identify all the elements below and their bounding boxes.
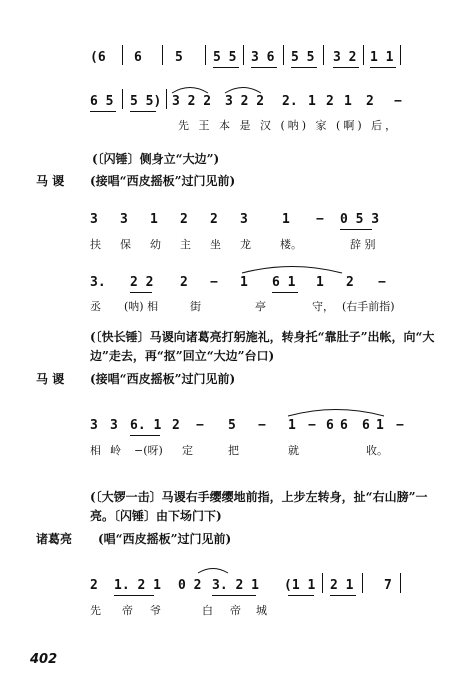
note-group: 3 6 <box>251 50 275 65</box>
note: − <box>394 94 402 109</box>
note: 2 <box>90 578 98 593</box>
underline <box>130 111 156 112</box>
slur <box>196 564 230 574</box>
stage-direction: (〔大锣一击〕马谡右手缨缨地前指，上步左转身，扯“右山膀”一亮。〔闪锤〕由下场门下) <box>90 490 428 523</box>
note: 3 <box>90 418 98 433</box>
note: 2 <box>346 275 354 290</box>
barline <box>166 89 167 109</box>
barline <box>363 45 364 65</box>
note-group: 0 5 3 <box>340 212 380 227</box>
underline <box>370 67 396 68</box>
note: 1 <box>150 212 158 227</box>
lyric: 定 <box>182 444 193 457</box>
note: 1 <box>288 418 296 433</box>
underline <box>272 292 298 293</box>
underline <box>212 595 256 596</box>
note: 2 <box>180 275 188 290</box>
underline <box>291 67 317 68</box>
barline <box>205 45 206 65</box>
note: − <box>308 418 316 433</box>
lyric: 相 <box>90 444 101 457</box>
barline <box>322 573 323 593</box>
lyric: 主 <box>180 238 191 251</box>
note: 2 <box>326 94 334 109</box>
lyric: (呐) 相 <box>124 300 159 313</box>
underline <box>213 67 239 68</box>
note-group: 2 1 <box>330 578 354 593</box>
note: 1 <box>282 212 290 227</box>
slur <box>170 82 210 94</box>
note: 1 <box>376 418 384 433</box>
barline <box>323 45 324 65</box>
note: 3 <box>110 418 118 433</box>
singing-direction: (接唱“西皮摇板”过门见前) <box>90 174 236 188</box>
note-group: 5 5 <box>213 50 237 65</box>
barline <box>283 45 284 65</box>
note: 2 <box>180 212 188 227</box>
note-group: 1 1 <box>370 50 394 65</box>
singing-direction: (唱“西皮摇板”过门见前) <box>98 532 232 546</box>
barline <box>400 573 401 593</box>
lyric: 丞 <box>90 300 101 313</box>
lyric: 白 <box>202 604 213 617</box>
lyric: 守， <box>312 300 334 313</box>
note: − <box>210 275 218 290</box>
barline <box>122 89 123 109</box>
note: 2 <box>366 94 374 109</box>
note: − <box>258 418 266 433</box>
note-group: (1 1 <box>284 578 316 593</box>
stage-direction: (〔快长锤〕马谡向诸葛亮打躬施礼，转身托“靠肚子”出帐，向“大边”走去，再“抠”回立“大边”台口) <box>90 330 435 363</box>
note: 1 <box>316 275 324 290</box>
note: 3. <box>90 275 106 290</box>
lyric: 收。 <box>366 444 388 457</box>
note: 3 <box>240 212 248 227</box>
note-group: 6 1 <box>272 275 296 290</box>
note: 6 <box>362 418 370 433</box>
note-group: 3. 2 1 <box>212 578 259 593</box>
note: 5 <box>228 418 236 433</box>
slur <box>240 262 344 274</box>
note-group: 5 5 <box>291 50 315 65</box>
note-group: 6. 1 <box>130 418 162 433</box>
underline <box>340 229 372 230</box>
note: 2. <box>282 94 298 109</box>
underline <box>251 67 277 68</box>
note: 6 <box>340 418 348 433</box>
note-group: 0 2 <box>178 578 202 593</box>
note-group: 5 <box>175 50 183 65</box>
stage-direction: (〔闪锤〕侧身立“大边”) <box>92 152 220 166</box>
underline <box>333 67 359 68</box>
lyric: 坐 <box>210 238 221 251</box>
barline <box>122 45 123 65</box>
note: 1 <box>344 94 352 109</box>
barline <box>243 45 244 65</box>
note-group: (6 <box>90 50 106 65</box>
lyric: 先 <box>90 604 101 617</box>
lyric: 龙 <box>240 238 251 251</box>
lyric: 帝 <box>230 604 241 617</box>
role-name: 马 谡 <box>36 372 65 386</box>
note: 1 <box>240 275 248 290</box>
note: − <box>196 418 204 433</box>
lyric: 把 <box>228 444 239 457</box>
barline <box>400 45 401 65</box>
underline <box>130 435 160 436</box>
lyric: 城 <box>256 604 267 617</box>
note: − <box>396 418 404 433</box>
lyrics: 先 王 本 是 汉 (呐) 家 (啊) 后， <box>178 119 400 132</box>
singing-direction: (接唱“西皮摇板”过门见前) <box>90 372 236 386</box>
barline <box>362 573 363 593</box>
role-name: 诸葛亮 <box>36 532 73 546</box>
note: − <box>378 275 386 290</box>
lyric: 帝 <box>122 604 133 617</box>
note: − <box>316 212 324 227</box>
underline <box>114 595 154 596</box>
note-group: 2 2 <box>130 275 154 290</box>
lyric: 街 <box>190 300 201 313</box>
lyric: 幼 <box>150 238 161 251</box>
note: 2 <box>210 212 218 227</box>
underline <box>330 595 356 596</box>
note-group: 1. 2 1 <box>114 578 161 593</box>
barline <box>162 45 163 65</box>
note: 6 <box>326 418 334 433</box>
underline <box>130 292 152 293</box>
role-name: 马 谡 <box>36 174 65 188</box>
note: 7 <box>384 578 392 593</box>
note: 2 <box>172 418 180 433</box>
note-group: 6 <box>134 50 142 65</box>
note: 3 <box>90 212 98 227</box>
lyric: 保 <box>120 238 131 251</box>
slur <box>223 82 263 94</box>
lyric: 爷 <box>150 604 161 617</box>
slur <box>286 405 386 417</box>
note-group: 5 5) <box>130 94 162 109</box>
underline <box>90 111 116 112</box>
lyric: (右手前指) <box>342 300 395 313</box>
note: 3 <box>120 212 128 227</box>
lyric: −(呀) <box>134 444 163 457</box>
page-number: 402 <box>30 652 58 667</box>
note-group: 3 2 2 <box>225 94 265 109</box>
lyric: 亭 <box>255 300 266 313</box>
lyric: 岭 <box>110 444 121 457</box>
lyric: 楼。 <box>280 238 302 251</box>
note: 1 <box>308 94 316 109</box>
note-group: 6 5 <box>90 94 114 109</box>
underline <box>288 595 314 596</box>
note-group: 3 2 2 <box>172 94 212 109</box>
lyric: 辞 别 <box>350 238 376 251</box>
lyric: 就 <box>288 444 299 457</box>
lyric: 扶 <box>90 238 101 251</box>
note-group: 3 2 <box>333 50 357 65</box>
